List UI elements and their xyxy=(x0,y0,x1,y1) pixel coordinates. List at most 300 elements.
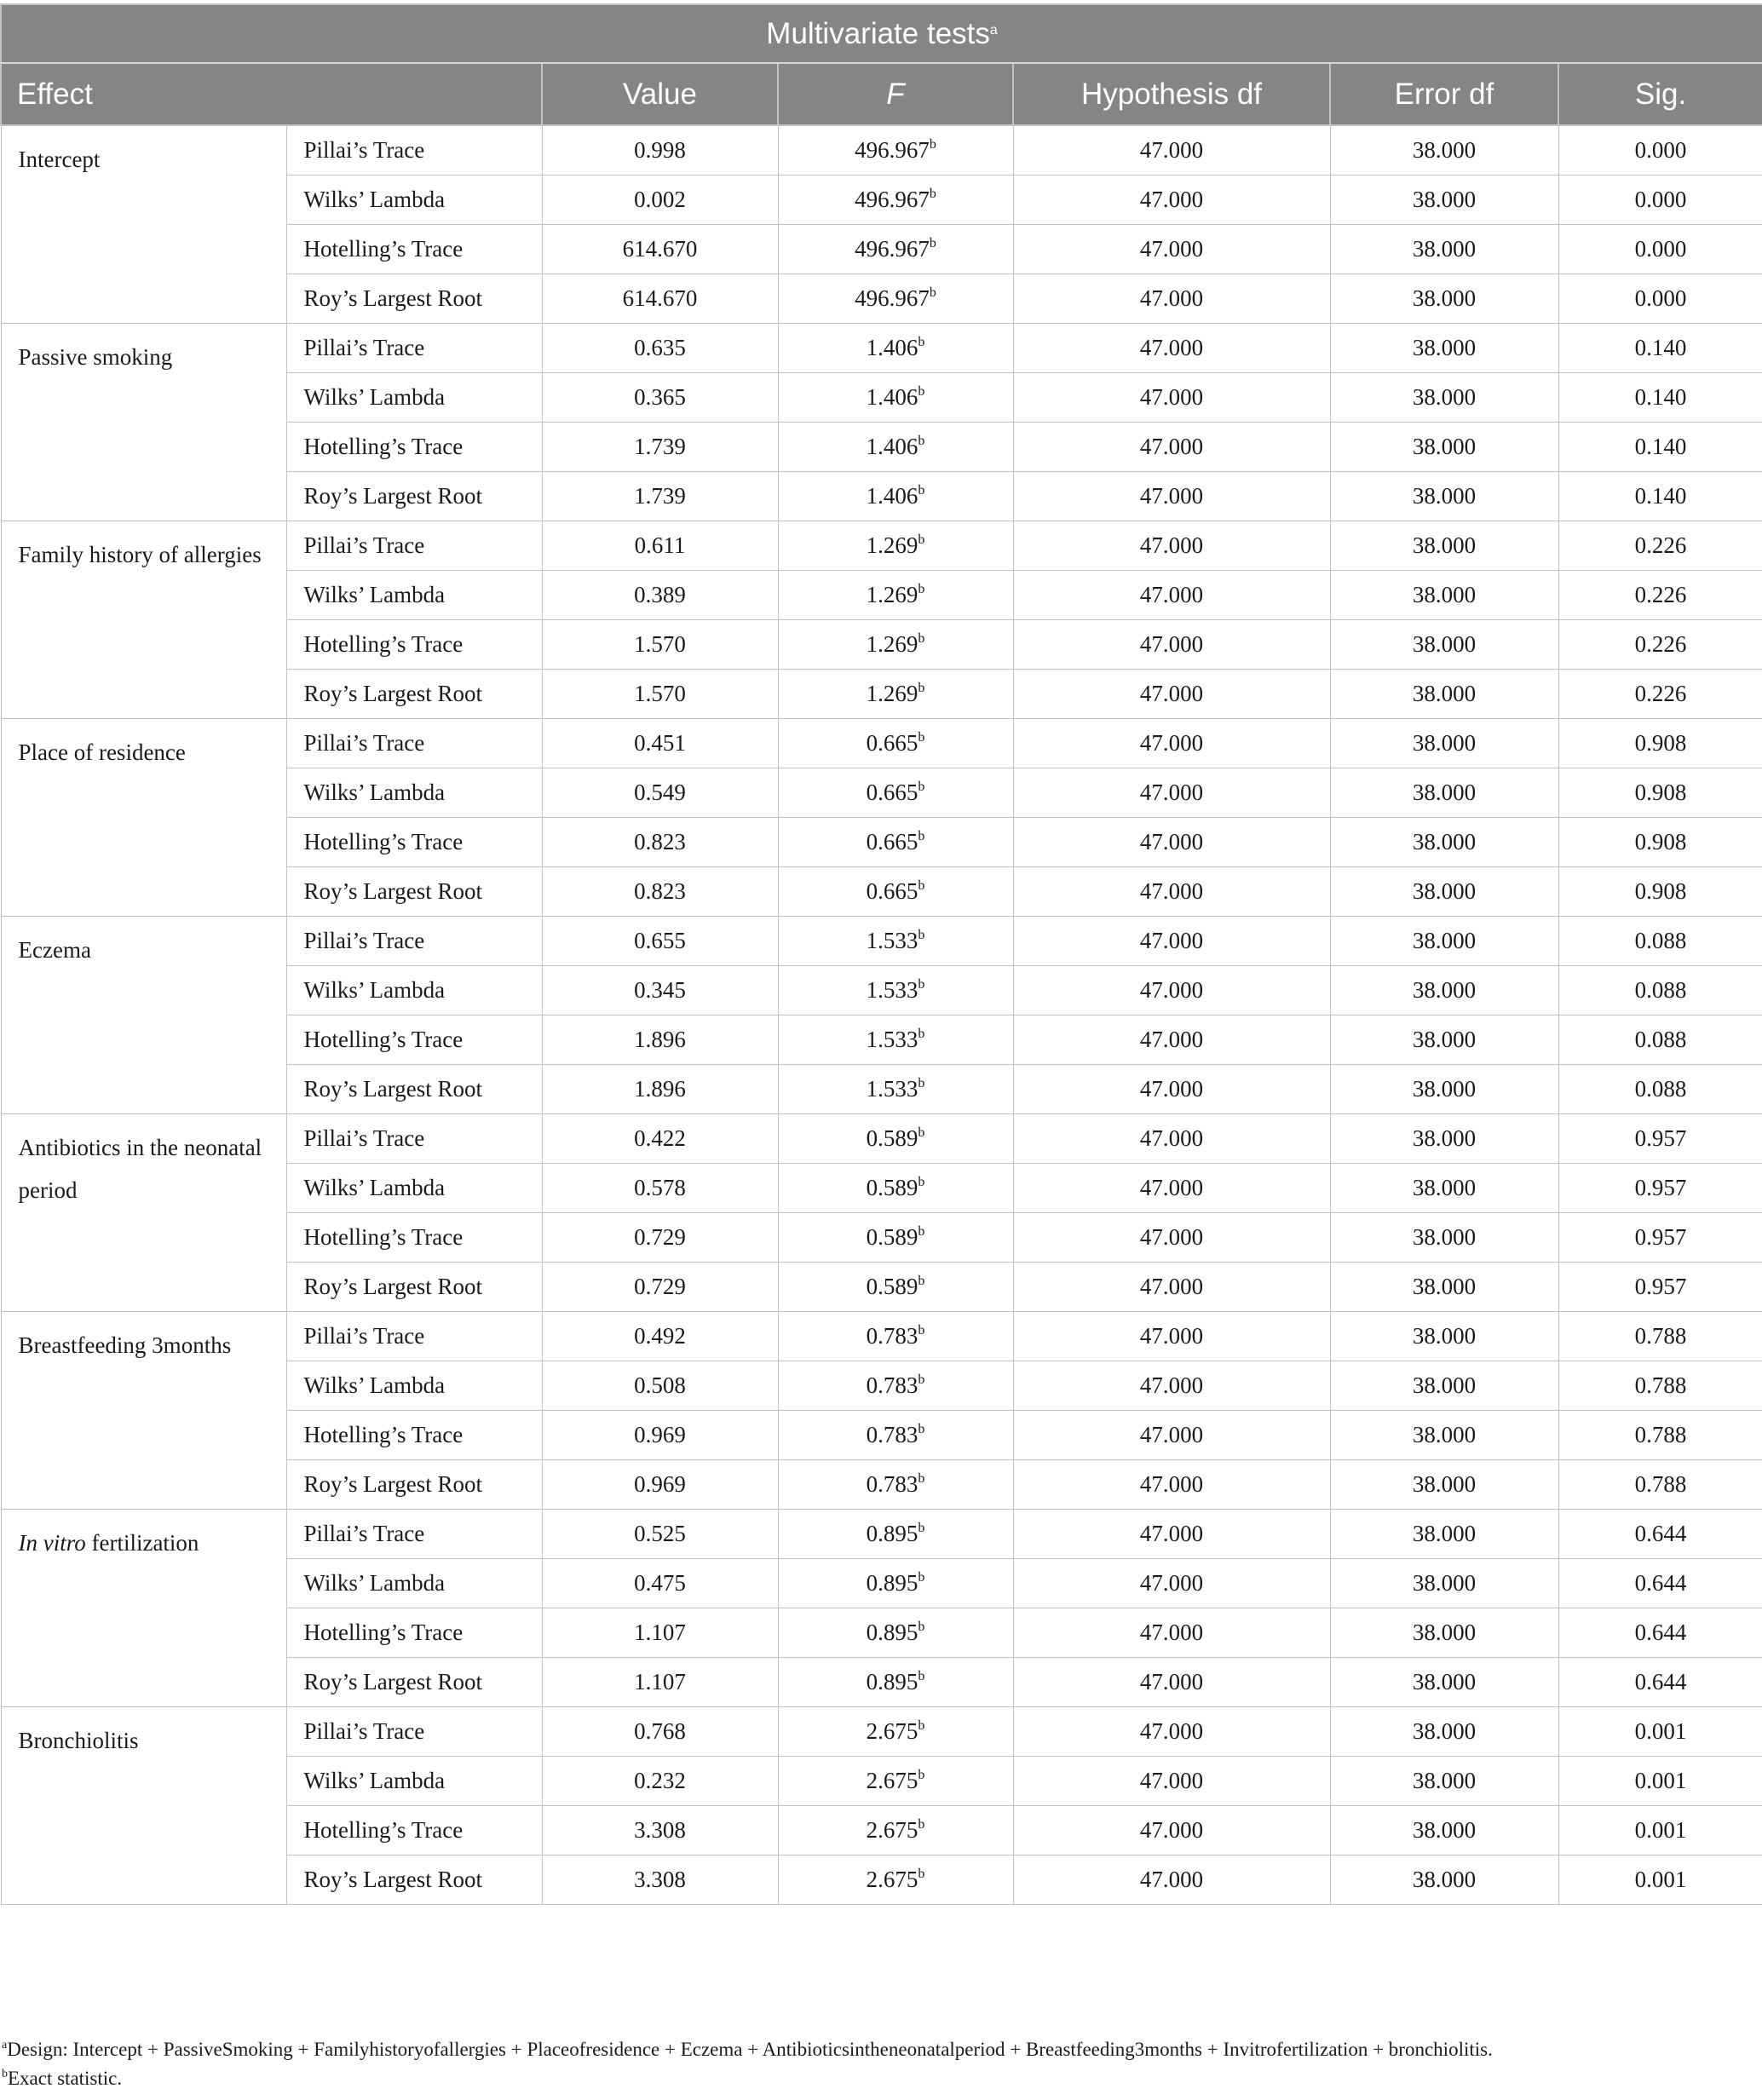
f-cell xyxy=(778,274,1013,324)
error-df-cell: 38.000 xyxy=(1330,324,1558,373)
f-cell xyxy=(778,1312,1013,1361)
f-value: 496.967 xyxy=(855,285,930,311)
f-cell xyxy=(778,175,1013,225)
exact-statistic-marker: b xyxy=(929,285,936,300)
exact-statistic-marker: b xyxy=(918,730,925,745)
error-df-cell: 38.000 xyxy=(1330,1065,1558,1114)
sig-cell: 0.000 xyxy=(1558,274,1762,324)
hypothesis-df-cell: 47.000 xyxy=(1013,917,1330,966)
effect-text: Passive smoking xyxy=(18,344,173,370)
exact-statistic-marker: b xyxy=(918,384,925,399)
sig-cell: 0.788 xyxy=(1558,1411,1762,1460)
value-cell: 0.578 xyxy=(542,1164,778,1213)
f-value: 0.783 xyxy=(866,1471,918,1497)
statistic-cell: Wilks’ Lambda xyxy=(286,571,542,620)
value-cell: 0.611 xyxy=(542,521,778,571)
exact-statistic-marker: b xyxy=(929,137,936,152)
exact-statistic-marker: b xyxy=(918,1224,925,1239)
statistic-cell: Hotelling’s Trace xyxy=(286,818,542,867)
error-df-cell: 38.000 xyxy=(1330,917,1558,966)
effect-cell xyxy=(1,1707,286,1905)
effect-text: Family history of allergies xyxy=(18,542,262,567)
f-value: 496.967 xyxy=(855,137,930,163)
f-value: 1.533 xyxy=(866,1027,918,1052)
hypothesis-df-cell: 47.000 xyxy=(1013,1411,1330,1460)
hypothesis-df-cell: 47.000 xyxy=(1013,324,1330,373)
hypothesis-df-cell: 47.000 xyxy=(1013,867,1330,917)
sig-cell: 0.644 xyxy=(1558,1559,1762,1608)
value-cell: 614.670 xyxy=(542,225,778,274)
header-sig: Sig. xyxy=(1558,63,1762,125)
hypothesis-df-cell: 47.000 xyxy=(1013,225,1330,274)
value-cell: 0.232 xyxy=(542,1757,778,1806)
error-df-cell: 38.000 xyxy=(1330,423,1558,472)
f-value: 0.589 xyxy=(866,1274,918,1299)
f-cell xyxy=(778,571,1013,620)
f-cell xyxy=(778,1559,1013,1608)
exact-statistic-marker: b xyxy=(929,187,936,201)
f-cell xyxy=(778,1263,1013,1312)
table-title-text: Multivariate tests xyxy=(766,16,990,50)
value-cell: 1.570 xyxy=(542,670,778,719)
exact-statistic-marker: b xyxy=(918,1620,925,1634)
hypothesis-df-cell: 47.000 xyxy=(1013,1510,1330,1559)
error-df-cell: 38.000 xyxy=(1330,1213,1558,1263)
f-cell xyxy=(778,225,1013,274)
hypothesis-df-cell: 47.000 xyxy=(1013,1164,1330,1213)
error-df-cell: 38.000 xyxy=(1330,125,1558,175)
value-cell: 1.896 xyxy=(542,1015,778,1065)
value-cell: 0.729 xyxy=(542,1213,778,1263)
error-df-cell: 38.000 xyxy=(1330,620,1558,670)
table-title-row xyxy=(1,4,1762,63)
hypothesis-df-cell: 47.000 xyxy=(1013,1213,1330,1263)
f-cell xyxy=(778,1411,1013,1460)
hypothesis-df-cell: 47.000 xyxy=(1013,423,1330,472)
effect-text: Antibiotics in the neonatal period xyxy=(18,1135,262,1203)
error-df-cell: 38.000 xyxy=(1330,1114,1558,1164)
f-cell xyxy=(778,1707,1013,1757)
statistic-cell: Pillai’s Trace xyxy=(286,1312,542,1361)
value-cell: 0.475 xyxy=(542,1559,778,1608)
f-cell xyxy=(778,1757,1013,1806)
statistic-cell: Wilks’ Lambda xyxy=(286,175,542,225)
sig-cell: 0.088 xyxy=(1558,917,1762,966)
sig-cell: 0.000 xyxy=(1558,125,1762,175)
error-df-cell: 38.000 xyxy=(1330,1608,1558,1658)
value-cell: 0.345 xyxy=(542,966,778,1015)
exact-statistic-marker: b xyxy=(918,977,925,992)
hypothesis-df-cell: 47.000 xyxy=(1013,1263,1330,1312)
sig-cell: 0.000 xyxy=(1558,175,1762,225)
f-cell xyxy=(778,472,1013,521)
statistic-cell: Pillai’s Trace xyxy=(286,521,542,571)
effect-cell xyxy=(1,917,286,1114)
statistic-cell: Wilks’ Lambda xyxy=(286,768,542,818)
value-cell: 0.823 xyxy=(542,818,778,867)
header-f: F xyxy=(778,63,1013,125)
table-row xyxy=(1,521,1762,571)
f-value: 1.406 xyxy=(866,434,918,459)
f-value: 0.589 xyxy=(866,1224,918,1250)
f-cell xyxy=(778,125,1013,175)
sig-cell: 0.788 xyxy=(1558,1460,1762,1510)
multivariate-tests-table xyxy=(0,3,1762,1905)
value-cell: 614.670 xyxy=(542,274,778,324)
f-value: 1.269 xyxy=(866,681,918,706)
f-value: 1.269 xyxy=(866,631,918,657)
error-df-cell: 38.000 xyxy=(1330,1757,1558,1806)
value-cell: 0.969 xyxy=(542,1460,778,1510)
sig-cell: 0.908 xyxy=(1558,867,1762,917)
statistic-cell: Wilks’ Lambda xyxy=(286,966,542,1015)
header-value: Value xyxy=(542,63,778,125)
f-value: 2.675 xyxy=(866,1718,918,1744)
f-value: 0.665 xyxy=(866,829,918,854)
exact-statistic-marker: b xyxy=(918,1125,925,1140)
error-df-cell: 38.000 xyxy=(1330,818,1558,867)
table-row xyxy=(1,1114,1762,1164)
header-hypothesis-df: Hypothesis df xyxy=(1013,63,1330,125)
statistic-cell: Roy’s Largest Root xyxy=(286,1460,542,1510)
error-df-cell: 38.000 xyxy=(1330,1312,1558,1361)
table-row xyxy=(1,1510,1762,1559)
value-cell: 0.655 xyxy=(542,917,778,966)
statistic-cell: Hotelling’s Trace xyxy=(286,1806,542,1855)
effect-cell xyxy=(1,1510,286,1707)
f-value: 0.895 xyxy=(866,1620,918,1645)
sig-cell: 0.088 xyxy=(1558,966,1762,1015)
value-cell: 0.969 xyxy=(542,1411,778,1460)
hypothesis-df-cell: 47.000 xyxy=(1013,1065,1330,1114)
error-df-cell: 38.000 xyxy=(1330,472,1558,521)
statistic-cell: Wilks’ Lambda xyxy=(286,1757,542,1806)
exact-statistic-marker: b xyxy=(918,1718,925,1733)
hypothesis-df-cell: 47.000 xyxy=(1013,1855,1330,1905)
hypothesis-df-cell: 47.000 xyxy=(1013,571,1330,620)
f-cell xyxy=(778,1855,1013,1905)
sig-cell: 0.788 xyxy=(1558,1312,1762,1361)
statistic-cell: Wilks’ Lambda xyxy=(286,373,542,423)
table-row xyxy=(1,917,1762,966)
statistic-cell: Wilks’ Lambda xyxy=(286,1361,542,1411)
hypothesis-df-cell: 47.000 xyxy=(1013,966,1330,1015)
hypothesis-df-cell: 47.000 xyxy=(1013,1312,1330,1361)
value-cell: 1.896 xyxy=(542,1065,778,1114)
f-cell xyxy=(778,1213,1013,1263)
sig-cell: 0.001 xyxy=(1558,1855,1762,1905)
f-cell xyxy=(778,1806,1013,1855)
f-cell xyxy=(778,1608,1013,1658)
footnote-marker: a xyxy=(2,2039,8,2051)
table-row xyxy=(1,1707,1762,1757)
statistic-cell: Roy’s Largest Root xyxy=(286,1658,542,1707)
f-cell xyxy=(778,521,1013,571)
sig-cell: 0.226 xyxy=(1558,670,1762,719)
exact-statistic-marker: b xyxy=(918,532,925,547)
header-effect: Effect xyxy=(1,63,542,125)
sig-cell: 0.001 xyxy=(1558,1757,1762,1806)
error-df-cell: 38.000 xyxy=(1330,1510,1558,1559)
hypothesis-df-cell: 47.000 xyxy=(1013,1608,1330,1658)
value-cell: 0.998 xyxy=(542,125,778,175)
effect-cell xyxy=(1,324,286,521)
exact-statistic-marker: b xyxy=(918,1817,925,1832)
f-cell xyxy=(778,1658,1013,1707)
f-value: 1.533 xyxy=(866,928,918,953)
value-cell: 3.308 xyxy=(542,1855,778,1905)
sig-cell: 0.226 xyxy=(1558,571,1762,620)
hypothesis-df-cell: 47.000 xyxy=(1013,818,1330,867)
f-cell xyxy=(778,423,1013,472)
f-value: 0.895 xyxy=(866,1521,918,1546)
hypothesis-df-cell: 47.000 xyxy=(1013,125,1330,175)
hypothesis-df-cell: 47.000 xyxy=(1013,373,1330,423)
f-value: 0.665 xyxy=(866,780,918,805)
f-value: 0.783 xyxy=(866,1323,918,1349)
effect-text: Intercept xyxy=(18,147,101,172)
f-cell xyxy=(778,1164,1013,1213)
error-df-cell: 38.000 xyxy=(1330,1263,1558,1312)
table-row xyxy=(1,125,1762,175)
f-value: 496.967 xyxy=(855,187,930,212)
f-value: 2.675 xyxy=(866,1817,918,1843)
exact-statistic-marker: b xyxy=(918,483,925,498)
sig-cell: 0.957 xyxy=(1558,1114,1762,1164)
f-value: 2.675 xyxy=(866,1867,918,1892)
value-cell: 1.107 xyxy=(542,1658,778,1707)
hypothesis-df-cell: 47.000 xyxy=(1013,670,1330,719)
value-cell: 0.508 xyxy=(542,1361,778,1411)
error-df-cell: 38.000 xyxy=(1330,719,1558,768)
f-cell xyxy=(778,1510,1013,1559)
statistic-cell: Pillai’s Trace xyxy=(286,1707,542,1757)
effect-text: Place of residence xyxy=(18,739,186,765)
sig-cell: 0.088 xyxy=(1558,1015,1762,1065)
f-cell xyxy=(778,1361,1013,1411)
exact-statistic-marker: b xyxy=(918,1274,925,1288)
value-cell: 0.451 xyxy=(542,719,778,768)
f-value: 0.895 xyxy=(866,1570,918,1596)
exact-statistic-marker: b xyxy=(918,1422,925,1436)
statistic-cell: Pillai’s Trace xyxy=(286,125,542,175)
sig-cell: 0.140 xyxy=(1558,373,1762,423)
effect-italic-text: In vitro xyxy=(18,1530,86,1556)
statistic-cell: Roy’s Largest Root xyxy=(286,670,542,719)
f-value: 0.589 xyxy=(866,1175,918,1200)
error-df-cell: 38.000 xyxy=(1330,768,1558,818)
value-cell: 0.492 xyxy=(542,1312,778,1361)
f-value: 0.783 xyxy=(866,1372,918,1398)
statistic-cell: Pillai’s Trace xyxy=(286,1510,542,1559)
f-cell xyxy=(778,1065,1013,1114)
f-cell xyxy=(778,1114,1013,1164)
statistic-cell: Pillai’s Trace xyxy=(286,1114,542,1164)
f-cell xyxy=(778,768,1013,818)
statistic-cell: Hotelling’s Trace xyxy=(286,1015,542,1065)
sig-cell: 0.644 xyxy=(1558,1510,1762,1559)
error-df-cell: 38.000 xyxy=(1330,1707,1558,1757)
statistic-cell: Hotelling’s Trace xyxy=(286,1608,542,1658)
value-cell: 0.389 xyxy=(542,571,778,620)
exact-statistic-marker: b xyxy=(918,434,925,448)
hypothesis-df-cell: 47.000 xyxy=(1013,1559,1330,1608)
exact-statistic-marker: b xyxy=(918,1372,925,1387)
statistic-cell: Hotelling’s Trace xyxy=(286,1213,542,1263)
error-df-cell: 38.000 xyxy=(1330,966,1558,1015)
f-cell xyxy=(778,373,1013,423)
exact-statistic-marker: b xyxy=(918,1076,925,1090)
error-df-cell: 38.000 xyxy=(1330,1658,1558,1707)
f-cell xyxy=(778,1015,1013,1065)
exact-statistic-marker: b xyxy=(918,582,925,596)
statistic-cell: Pillai’s Trace xyxy=(286,917,542,966)
f-value: 496.967 xyxy=(855,236,930,262)
value-cell: 1.739 xyxy=(542,472,778,521)
sig-cell: 0.908 xyxy=(1558,719,1762,768)
hypothesis-df-cell: 47.000 xyxy=(1013,719,1330,768)
statistic-cell: Hotelling’s Trace xyxy=(286,620,542,670)
value-cell: 1.570 xyxy=(542,620,778,670)
error-df-cell: 38.000 xyxy=(1330,1855,1558,1905)
exact-statistic-marker: b xyxy=(918,1521,925,1535)
sig-cell: 0.001 xyxy=(1558,1806,1762,1855)
f-cell xyxy=(778,324,1013,373)
statistic-cell: Pillai’s Trace xyxy=(286,719,542,768)
sig-cell: 0.140 xyxy=(1558,324,1762,373)
f-cell xyxy=(778,966,1013,1015)
value-cell: 0.729 xyxy=(542,1263,778,1312)
value-cell: 1.107 xyxy=(542,1608,778,1658)
hypothesis-df-cell: 47.000 xyxy=(1013,1361,1330,1411)
effect-text: Breastfeeding 3months xyxy=(18,1332,232,1358)
exact-statistic-marker: b xyxy=(918,1027,925,1041)
sig-cell: 0.957 xyxy=(1558,1213,1762,1263)
hypothesis-df-cell: 47.000 xyxy=(1013,175,1330,225)
error-df-cell: 38.000 xyxy=(1330,175,1558,225)
f-value: 0.895 xyxy=(866,1669,918,1694)
table-body xyxy=(1,125,1762,1905)
hypothesis-df-cell: 47.000 xyxy=(1013,1658,1330,1707)
error-df-cell: 38.000 xyxy=(1330,1015,1558,1065)
statistic-cell: Hotelling’s Trace xyxy=(286,1411,542,1460)
f-value: 1.533 xyxy=(866,1076,918,1102)
footnote-text: Design: Intercept + PassiveSmoking + Familyhistoryofallergies + Placeofresidence + Eczema + Antibioticsintheneonatalperiod + Breastfeeding3months + Invitrofertilization + bronchiolitis. xyxy=(7,2039,1493,2060)
f-value: 1.406 xyxy=(866,384,918,410)
error-df-cell: 38.000 xyxy=(1330,1361,1558,1411)
table-row xyxy=(1,324,1762,373)
f-value: 1.533 xyxy=(866,977,918,1003)
error-df-cell: 38.000 xyxy=(1330,373,1558,423)
exact-statistic-marker: b xyxy=(918,1570,925,1585)
exact-statistic-marker: b xyxy=(918,1669,925,1683)
statistic-cell: Roy’s Largest Root xyxy=(286,274,542,324)
hypothesis-df-cell: 47.000 xyxy=(1013,274,1330,324)
hypothesis-df-cell: 47.000 xyxy=(1013,1806,1330,1855)
f-value: 1.406 xyxy=(866,483,918,509)
value-cell: 0.002 xyxy=(542,175,778,225)
f-cell xyxy=(778,670,1013,719)
footnote-marker: b xyxy=(2,2068,8,2080)
value-cell: 0.365 xyxy=(542,373,778,423)
exact-statistic-marker: b xyxy=(918,1867,925,1881)
footnote-b xyxy=(2,2064,1493,2093)
f-value: 0.783 xyxy=(866,1422,918,1447)
value-cell: 1.739 xyxy=(542,423,778,472)
f-cell xyxy=(778,818,1013,867)
table-footnotes xyxy=(2,2035,1493,2093)
multivariate-tests-table-container xyxy=(0,3,1762,2089)
value-cell: 0.525 xyxy=(542,1510,778,1559)
effect-cell xyxy=(1,125,286,324)
statistic-cell: Wilks’ Lambda xyxy=(286,1559,542,1608)
effect-cell xyxy=(1,521,286,719)
effect-cell xyxy=(1,1114,286,1312)
f-cell xyxy=(778,1460,1013,1510)
hypothesis-df-cell: 47.000 xyxy=(1013,1707,1330,1757)
error-df-cell: 38.000 xyxy=(1330,1164,1558,1213)
statistic-cell: Wilks’ Lambda xyxy=(286,1164,542,1213)
f-cell xyxy=(778,867,1013,917)
statistic-cell: Roy’s Largest Root xyxy=(286,1263,542,1312)
sig-cell: 0.788 xyxy=(1558,1361,1762,1411)
exact-statistic-marker: b xyxy=(918,878,925,893)
sig-cell: 0.957 xyxy=(1558,1263,1762,1312)
error-df-cell: 38.000 xyxy=(1330,1460,1558,1510)
sig-cell: 0.644 xyxy=(1558,1658,1762,1707)
error-df-cell: 38.000 xyxy=(1330,274,1558,324)
exact-statistic-marker: b xyxy=(918,1471,925,1486)
f-value: 1.269 xyxy=(866,532,918,558)
statistic-cell: Roy’s Largest Root xyxy=(286,1855,542,1905)
f-cell xyxy=(778,719,1013,768)
error-df-cell: 38.000 xyxy=(1330,670,1558,719)
sig-cell: 0.140 xyxy=(1558,423,1762,472)
effect-text: fertilization xyxy=(85,1530,199,1556)
sig-cell: 0.957 xyxy=(1558,1164,1762,1213)
hypothesis-df-cell: 47.000 xyxy=(1013,472,1330,521)
sig-cell: 0.908 xyxy=(1558,768,1762,818)
sig-cell: 0.001 xyxy=(1558,1707,1762,1757)
error-df-cell: 38.000 xyxy=(1330,1559,1558,1608)
exact-statistic-marker: b xyxy=(918,1175,925,1189)
hypothesis-df-cell: 47.000 xyxy=(1013,1015,1330,1065)
f-value: 0.589 xyxy=(866,1125,918,1151)
exact-statistic-marker: b xyxy=(918,928,925,942)
hypothesis-df-cell: 47.000 xyxy=(1013,1114,1330,1164)
value-cell: 0.823 xyxy=(542,867,778,917)
f-value: 0.665 xyxy=(866,878,918,904)
footnote-text: Exact statistic. xyxy=(8,2068,123,2089)
error-df-cell: 38.000 xyxy=(1330,225,1558,274)
effect-cell xyxy=(1,719,286,917)
statistic-cell: Roy’s Largest Root xyxy=(286,1065,542,1114)
hypothesis-df-cell: 47.000 xyxy=(1013,1757,1330,1806)
error-df-cell: 38.000 xyxy=(1330,521,1558,571)
title-footnote-marker: a xyxy=(989,22,998,37)
exact-statistic-marker: b xyxy=(918,1768,925,1782)
column-header-row xyxy=(1,63,1762,125)
exact-statistic-marker: b xyxy=(918,780,925,794)
f-value: 2.675 xyxy=(866,1768,918,1793)
statistic-cell: Roy’s Largest Root xyxy=(286,472,542,521)
exact-statistic-marker: b xyxy=(918,829,925,843)
effect-text: Bronchiolitis xyxy=(18,1728,139,1753)
exact-statistic-marker: b xyxy=(918,681,925,695)
statistic-cell: Hotelling’s Trace xyxy=(286,423,542,472)
error-df-cell: 38.000 xyxy=(1330,571,1558,620)
error-df-cell: 38.000 xyxy=(1330,867,1558,917)
